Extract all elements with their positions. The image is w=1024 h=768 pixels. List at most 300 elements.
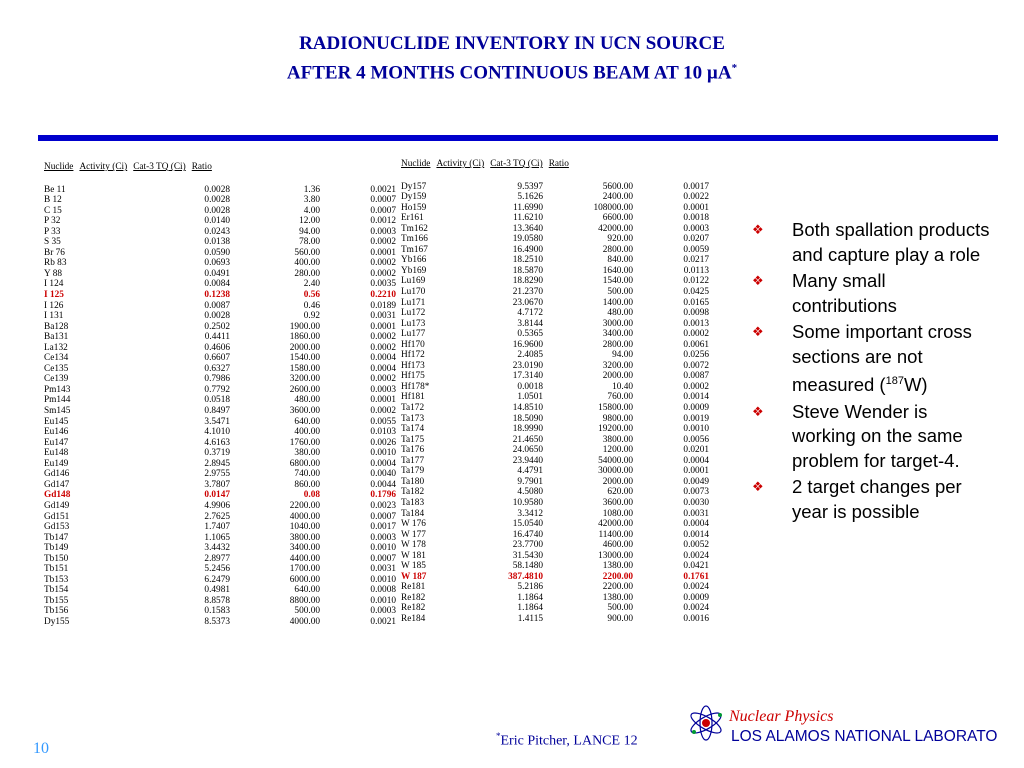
- nuclear-physics-label: Nuclear Physics: [729, 708, 834, 725]
- cell-ratio: 0.0010: [370, 448, 396, 459]
- cell-ratio: 0.0073: [683, 487, 709, 498]
- page-number: 10: [33, 740, 49, 757]
- table-row: [44, 575, 396, 586]
- table-header: [401, 159, 709, 170]
- table-row: [401, 350, 709, 361]
- cell-nuclide: Gd147: [44, 479, 70, 490]
- cell-ratio: 0.0017: [370, 522, 396, 533]
- cell-activity: 0.3719: [204, 448, 230, 459]
- cell-tq: 920.00: [607, 234, 633, 245]
- cell-nuclide: Eu146: [44, 427, 69, 438]
- table-row: [44, 543, 396, 554]
- cell-activity: 9.7901: [517, 476, 543, 487]
- table-row: [401, 287, 709, 298]
- bullet-item: [752, 269, 992, 318]
- nuclide-table-right: [401, 159, 709, 625]
- cell-nuclide: Lu169: [401, 276, 426, 287]
- title-divider: [38, 135, 998, 141]
- cell-activity: 18.9990: [512, 424, 543, 435]
- cell-nuclide: Rb 83: [44, 258, 67, 269]
- cell-nuclide: W 176: [401, 519, 426, 530]
- cell-activity: 0.0138: [204, 237, 230, 248]
- cell-activity: 0.4411: [204, 332, 230, 343]
- cell-ratio: 0.0001: [683, 466, 709, 477]
- table-row: [401, 551, 709, 562]
- cell-ratio: 0.0004: [683, 455, 709, 466]
- cell-tq: 480.00: [294, 395, 320, 406]
- footnote: [496, 731, 638, 750]
- cell-nuclide: Tm162: [401, 223, 428, 234]
- cell-activity: 0.5365: [517, 329, 543, 340]
- cell-nuclide: Lu171: [401, 297, 426, 308]
- cell-activity: 18.5870: [512, 265, 543, 276]
- cell-activity: 0.0693: [204, 258, 230, 269]
- cell-nuclide: Ta184: [401, 508, 425, 519]
- bullet-text: Many small contributions: [792, 270, 897, 316]
- table-header-cell: [44, 162, 396, 173]
- atom-logo-icon: [686, 703, 726, 743]
- cell-ratio: 0.0004: [370, 353, 396, 364]
- table-row: [401, 319, 709, 330]
- col-nuclide: Nuclide: [401, 159, 431, 169]
- cell-nuclide: Eu147: [44, 437, 69, 448]
- cell-ratio: 0.0002: [370, 406, 396, 417]
- table-row: [401, 614, 709, 625]
- cell-tq: 400.00: [294, 258, 320, 269]
- cell-activity: 1.1864: [517, 592, 543, 603]
- cell-tq: 0.56: [303, 290, 320, 301]
- cell-tq: 3600.00: [289, 406, 320, 417]
- cell-tq: 1380.00: [602, 561, 633, 572]
- bullet-text: Some important cross sections are not measured (: [792, 321, 972, 396]
- cell-ratio: 0.0022: [683, 192, 709, 203]
- cell-activity: 2.4085: [517, 350, 543, 361]
- cell-nuclide: Tb154: [44, 585, 69, 596]
- cell-nuclide: Hf170: [401, 339, 425, 350]
- cell-tq: 840.00: [607, 255, 633, 266]
- lab-name-label: LOS ALAMOS NATIONAL LABORATO: [731, 728, 998, 745]
- cell-ratio: 0.0024: [683, 603, 709, 614]
- bullet-text: Steve Wender is working on the same problem for target-4.: [792, 400, 963, 471]
- table-row: [401, 371, 709, 382]
- cell-tq: 1860.00: [289, 332, 320, 343]
- table-row: [401, 234, 709, 245]
- bullet-text: Both spallation products and capture play a role: [792, 219, 990, 265]
- cell-nuclide: Y 88: [44, 268, 62, 279]
- cell-activity: 0.6607: [204, 353, 230, 364]
- table-row: [401, 276, 709, 287]
- cell-activity: 21.4650: [512, 434, 543, 445]
- cell-nuclide: Hf181: [401, 392, 425, 403]
- cell-nuclide: Gd151: [44, 511, 70, 522]
- table-row: [44, 364, 396, 375]
- cell-ratio: 0.0007: [370, 205, 396, 216]
- cell-nuclide: B 12: [44, 195, 62, 206]
- cell-ratio: 0.0003: [370, 226, 396, 237]
- cell-ratio: 0.0061: [683, 339, 709, 350]
- cell-activity: 6.2479: [204, 574, 230, 585]
- cell-ratio: 0.2210: [370, 290, 396, 301]
- cell-ratio: 0.0007: [370, 553, 396, 564]
- cell-tq: 2000.00: [289, 342, 320, 353]
- cell-nuclide: Ta173: [401, 413, 425, 424]
- table-row: [44, 395, 396, 406]
- cell-activity: 0.0028: [204, 311, 230, 322]
- table-row: [44, 427, 396, 438]
- cell-nuclide: Eu149: [44, 458, 69, 469]
- cell-ratio: 0.0017: [683, 181, 709, 192]
- cell-activity: 8.5373: [204, 616, 230, 627]
- cell-ratio: 0.0003: [370, 384, 396, 395]
- cell-nuclide: Ta172: [401, 403, 425, 414]
- bullet-text-end: W): [903, 374, 928, 396]
- cell-tq: 2400.00: [602, 192, 633, 203]
- cell-activity: 13.3640: [512, 223, 543, 234]
- cell-nuclide: Hf172: [401, 350, 425, 361]
- cell-tq: 500.00: [294, 606, 320, 617]
- cell-tq: 3400.00: [289, 543, 320, 554]
- table-row: [44, 374, 396, 385]
- bullet-superscript: 187: [885, 375, 904, 387]
- table-row: [401, 213, 709, 224]
- cell-activity: 0.0028: [204, 205, 230, 216]
- cell-ratio: 0.0189: [370, 300, 396, 311]
- cell-activity: 2.7625: [204, 511, 230, 522]
- cell-activity: 0.0147: [204, 490, 230, 501]
- cell-ratio: 0.0055: [370, 416, 396, 427]
- cell-nuclide: Dy159: [401, 192, 427, 203]
- col-ratio: Ratio: [548, 159, 569, 169]
- cell-activity: 31.5430: [512, 550, 543, 561]
- cell-ratio: 0.0052: [683, 540, 709, 551]
- cell-nuclide: Sm145: [44, 406, 71, 417]
- cell-ratio: 0.0003: [683, 223, 709, 234]
- cell-activity: 0.0491: [204, 268, 230, 279]
- cell-nuclide: Hf178*: [401, 381, 430, 392]
- cell-activity: 0.0087: [204, 300, 230, 311]
- cell-activity: 1.0501: [517, 392, 543, 403]
- table-row: [401, 392, 709, 403]
- bullet-diamond-icon: ❖: [752, 222, 764, 237]
- cell-ratio: 0.0002: [370, 332, 396, 343]
- table-row: [44, 501, 396, 512]
- cell-activity: 1.4115: [517, 613, 543, 624]
- cell-nuclide: Ho159: [401, 202, 427, 213]
- cell-tq: 3600.00: [602, 497, 633, 508]
- bullet-diamond-icon: ❖: [752, 273, 764, 288]
- table-row: [44, 417, 396, 428]
- cell-activity: 0.1583: [204, 606, 230, 617]
- table-row: [401, 308, 709, 319]
- cell-nuclide: La132: [44, 342, 68, 353]
- table-row: [44, 216, 396, 227]
- table-row: [44, 469, 396, 480]
- table-row: [44, 448, 396, 459]
- bullet-diamond-icon: ❖: [752, 324, 764, 339]
- table-row: [44, 195, 396, 206]
- cell-nuclide: Ce139: [44, 374, 69, 385]
- cell-activity: 0.7792: [204, 384, 230, 395]
- cell-activity: 0.4981: [204, 585, 230, 596]
- cell-ratio: 0.0002: [370, 342, 396, 353]
- cell-ratio: 0.0021: [370, 184, 396, 195]
- cell-ratio: 0.0010: [370, 574, 396, 585]
- cell-activity: 18.5090: [512, 413, 543, 424]
- cell-ratio: 0.0007: [370, 195, 396, 206]
- cell-ratio: 0.0002: [370, 374, 396, 385]
- table-header: [44, 162, 396, 173]
- cell-tq: 760.00: [607, 392, 633, 403]
- cell-nuclide: W 177: [401, 529, 426, 540]
- cell-nuclide: Tb149: [44, 543, 69, 554]
- table-row: [401, 540, 709, 551]
- col-activity: Activity (Ci): [79, 162, 128, 172]
- cell-activity: 5.2186: [517, 582, 543, 593]
- cell-nuclide: Re184: [401, 613, 426, 624]
- cell-activity: 21.2370: [512, 287, 543, 298]
- cell-nuclide: I 125: [44, 290, 64, 301]
- title-line-2-text: AFTER 4 MONTHS CONTINUOUS BEAM AT 10 µA: [286, 62, 732, 84]
- cell-tq: 94.00: [299, 226, 320, 237]
- cell-nuclide: Ce135: [44, 363, 69, 374]
- table-row: [401, 509, 709, 520]
- cell-tq: 2000.00: [602, 371, 633, 382]
- cell-nuclide: Yb166: [401, 255, 427, 266]
- cell-ratio: 0.0014: [683, 392, 709, 403]
- cell-tq: 11400.00: [598, 529, 633, 540]
- cell-activity: 17.3140: [512, 371, 543, 382]
- cell-tq: 42000.00: [598, 223, 633, 234]
- cell-nuclide: Ta174: [401, 424, 425, 435]
- cell-tq: 1040.00: [289, 522, 320, 533]
- table-row: [44, 227, 396, 238]
- footnote-marker: *: [496, 731, 501, 741]
- cell-tq: 1580.00: [289, 363, 320, 374]
- bullet-item: [752, 218, 992, 267]
- cell-tq: 400.00: [294, 427, 320, 438]
- table-row: [401, 298, 709, 309]
- cell-tq: 500.00: [607, 287, 633, 298]
- cell-tq: 0.46: [303, 300, 320, 311]
- cell-ratio: 0.0122: [683, 276, 709, 287]
- cell-ratio: 0.0021: [370, 616, 396, 627]
- cell-ratio: 0.0024: [683, 550, 709, 561]
- cell-activity: 0.2502: [204, 321, 230, 332]
- cell-nuclide: Pm143: [44, 384, 71, 395]
- bullet-item: [752, 475, 992, 524]
- table-row: [401, 266, 709, 277]
- cell-activity: 18.8290: [512, 276, 543, 287]
- cell-nuclide: Ba128: [44, 321, 69, 332]
- cell-tq: 4600.00: [602, 540, 633, 551]
- cell-activity: 0.7986: [204, 374, 230, 385]
- cell-tq: 1700.00: [289, 564, 320, 575]
- cell-ratio: 0.0013: [683, 318, 709, 329]
- cell-tq: 3400.00: [602, 329, 633, 340]
- bullet-item: [752, 400, 992, 474]
- cell-nuclide: Ta179: [401, 466, 425, 477]
- cell-tq: 1760.00: [289, 437, 320, 448]
- cell-nuclide: Dy157: [401, 181, 427, 192]
- cell-tq: 2.40: [303, 279, 320, 290]
- cell-tq: 0.92: [303, 311, 320, 322]
- bullet-text: 2 target changes per year is possible: [792, 476, 962, 522]
- cell-activity: 0.0028: [204, 195, 230, 206]
- cell-tq: 1640.00: [602, 265, 633, 276]
- table-row: [401, 435, 709, 446]
- table-row: [401, 445, 709, 456]
- cell-ratio: 0.0004: [370, 458, 396, 469]
- cell-activity: 23.9440: [512, 455, 543, 466]
- cell-ratio: 0.1761: [683, 571, 709, 582]
- table-row: [401, 593, 709, 604]
- table-row: [401, 498, 709, 509]
- cell-nuclide: S 35: [44, 237, 61, 248]
- table-row: [44, 617, 396, 628]
- cell-nuclide: I 124: [44, 279, 64, 290]
- cell-nuclide: Gd149: [44, 500, 70, 511]
- nuclide-table-left: [44, 162, 396, 628]
- cell-tq: 12.00: [299, 216, 320, 227]
- cell-nuclide: Gd153: [44, 522, 70, 533]
- cell-tq: 108000.00: [593, 202, 633, 213]
- table-row: [401, 456, 709, 467]
- cell-ratio: 0.0010: [370, 595, 396, 606]
- cell-ratio: 0.0201: [683, 445, 709, 456]
- cell-tq: 1400.00: [602, 297, 633, 308]
- cell-nuclide: Ta182: [401, 487, 425, 498]
- cell-activity: 4.4791: [517, 466, 543, 477]
- table-row: [401, 245, 709, 256]
- cell-ratio: 0.0217: [683, 255, 709, 266]
- table-row: [44, 258, 396, 269]
- cell-activity: 0.4606: [204, 342, 230, 353]
- table-row: [401, 182, 709, 193]
- table-body-left: [44, 185, 396, 628]
- table-row: [401, 361, 709, 372]
- col-activity: Activity (Ci): [436, 159, 485, 169]
- cell-activity: 23.7700: [512, 540, 543, 551]
- cell-nuclide: Re182: [401, 603, 426, 614]
- cell-activity: 1.1065: [204, 532, 230, 543]
- cell-tq: 13000.00: [598, 550, 633, 561]
- cell-tq: 30000.00: [598, 466, 633, 477]
- cell-nuclide: Tb150: [44, 553, 69, 564]
- cell-nuclide: P 32: [44, 216, 61, 227]
- cell-nuclide: Tb151: [44, 564, 69, 575]
- cell-ratio: 0.0026: [370, 437, 396, 448]
- cell-ratio: 0.0035: [370, 279, 396, 290]
- table-row: [44, 406, 396, 417]
- cell-activity: 0.8497: [204, 406, 230, 417]
- cell-activity: 5.2456: [204, 564, 230, 575]
- cell-nuclide: Eu145: [44, 416, 69, 427]
- cell-tq: 4000.00: [289, 511, 320, 522]
- table-row: [401, 519, 709, 530]
- table-row: [44, 585, 396, 596]
- cell-ratio: 0.0113: [683, 265, 709, 276]
- cell-ratio: 0.0001: [370, 395, 396, 406]
- table-row: [401, 477, 709, 488]
- cell-ratio: 0.0010: [370, 543, 396, 554]
- cell-nuclide: Tb147: [44, 532, 69, 543]
- cell-activity: 4.1010: [204, 427, 230, 438]
- table-row: [44, 459, 396, 470]
- cell-tq: 1540.00: [602, 276, 633, 287]
- cell-tq: 2800.00: [602, 244, 633, 255]
- cell-ratio: 0.0016: [683, 613, 709, 624]
- cell-ratio: 0.0008: [370, 585, 396, 596]
- cell-tq: 740.00: [294, 469, 320, 480]
- table-row: [44, 185, 396, 196]
- cell-nuclide: Lu170: [401, 287, 426, 298]
- cell-activity: 0.0590: [204, 247, 230, 258]
- cell-nuclide: W 181: [401, 550, 426, 561]
- cell-tq: 5600.00: [602, 181, 633, 192]
- cell-tq: 2200.00: [602, 582, 633, 593]
- table-row: [44, 522, 396, 533]
- table-row: [44, 353, 396, 364]
- cell-nuclide: Eu148: [44, 448, 69, 459]
- cell-activity: 15.0540: [512, 519, 543, 530]
- cell-ratio: 0.1796: [370, 490, 396, 501]
- cell-tq: 4.00: [303, 205, 320, 216]
- cell-tq: 640.00: [294, 585, 320, 596]
- cell-ratio: 0.0044: [370, 479, 396, 490]
- cell-activity: 16.4900: [512, 244, 543, 255]
- table-row: [401, 561, 709, 572]
- table-row: [401, 403, 709, 414]
- cell-ratio: 0.0014: [683, 529, 709, 540]
- footnote-text: Eric Pitcher, LANCE 12: [500, 733, 638, 749]
- cell-ratio: 0.0256: [683, 350, 709, 361]
- table-row: [401, 424, 709, 435]
- table-row: [44, 290, 396, 301]
- bullet-diamond-icon: ❖: [752, 403, 764, 419]
- cell-activity: 1.7407: [204, 522, 230, 533]
- cell-activity: 14.8510: [512, 403, 543, 414]
- table-row: [44, 606, 396, 617]
- cell-activity: 3.5471: [204, 416, 230, 427]
- cell-ratio: 0.0002: [683, 381, 709, 392]
- cell-activity: 0.0140: [204, 216, 230, 227]
- cell-ratio: 0.0010: [683, 424, 709, 435]
- cell-activity: 0.0518: [204, 395, 230, 406]
- cell-ratio: 0.0001: [683, 202, 709, 213]
- cell-ratio: 0.0040: [370, 469, 396, 480]
- col-ratio: Ratio: [191, 162, 212, 172]
- cell-nuclide: W 185: [401, 561, 426, 572]
- cell-nuclide: Re182: [401, 592, 426, 603]
- cell-nuclide: Gd148: [44, 490, 71, 501]
- cell-tq: 860.00: [294, 479, 320, 490]
- table-row: [44, 332, 396, 343]
- cell-activity: 18.2510: [512, 255, 543, 266]
- table-row: [401, 414, 709, 425]
- cell-ratio: 0.0072: [683, 360, 709, 371]
- cell-ratio: 0.0103: [370, 427, 396, 438]
- cell-tq: 8800.00: [289, 595, 320, 606]
- table-row: [44, 564, 396, 575]
- table-row: [44, 322, 396, 333]
- cell-nuclide: Yb169: [401, 265, 427, 276]
- cell-tq: 1080.00: [602, 508, 633, 519]
- cell-activity: 16.4740: [512, 529, 543, 540]
- cell-ratio: 0.0004: [370, 363, 396, 374]
- cell-activity: 2.8945: [204, 458, 230, 469]
- cell-nuclide: Re181: [401, 582, 426, 593]
- table-row: [44, 385, 396, 396]
